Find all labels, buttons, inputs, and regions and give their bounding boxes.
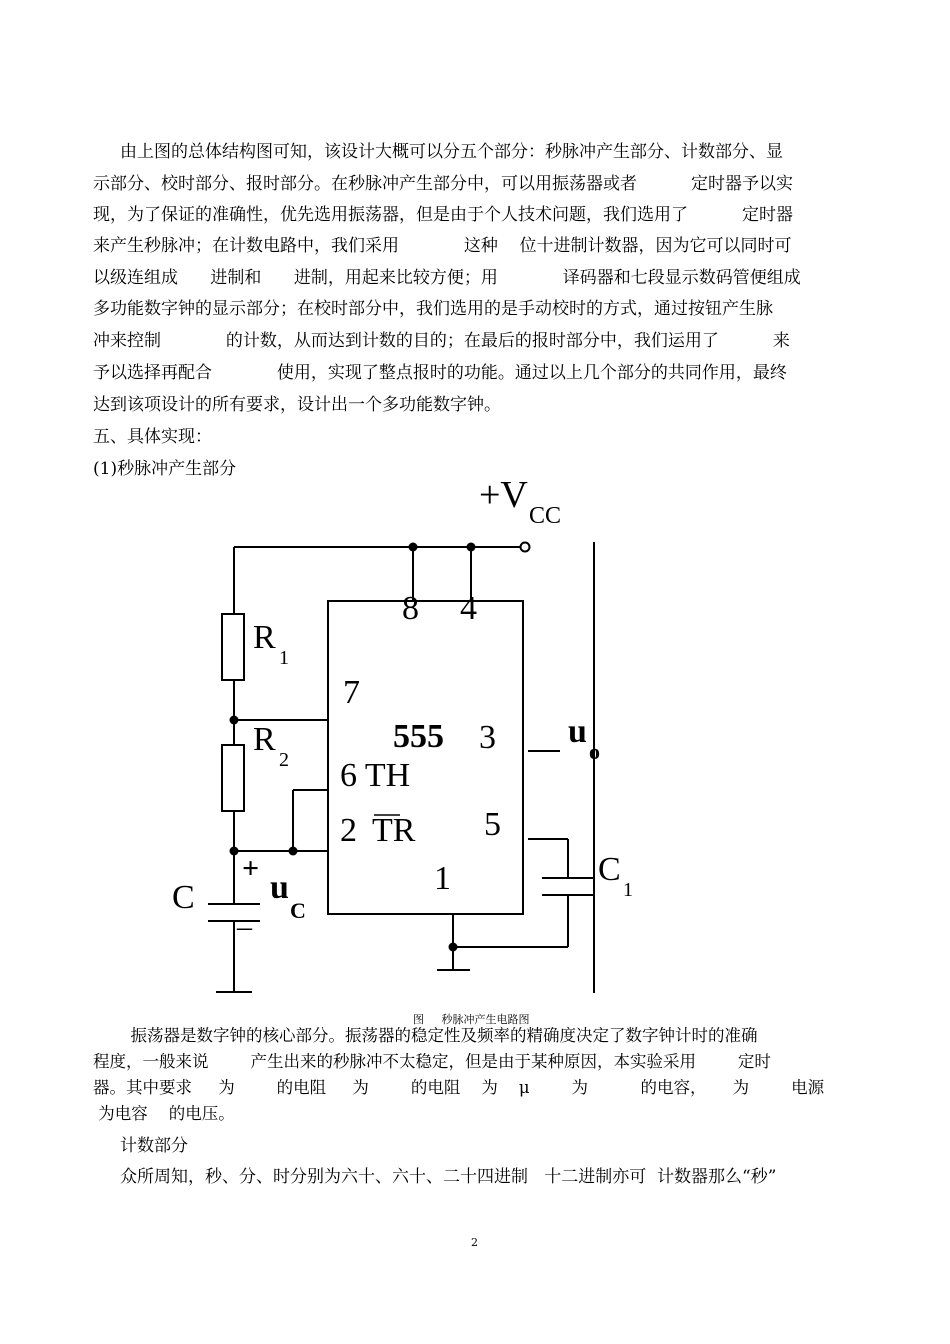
junction-r1-r2 bbox=[230, 716, 239, 725]
resistor-r2 bbox=[222, 745, 244, 811]
para1-line-4: 来产生秒脉冲；在计数电路中，我们采用 这种 位十进制计数器，因为它可以同时可 bbox=[93, 236, 792, 256]
figure-caption: 图 秒脉冲产生电路图 bbox=[413, 1013, 530, 1026]
r1-label: R bbox=[253, 619, 276, 656]
junction-ground bbox=[449, 943, 458, 952]
para2-line-3: 器。其中要求 为 的电阻 为 的电阻 为 μ 为 的电容， 为 电源 bbox=[93, 1078, 825, 1097]
chip-label: 555 bbox=[393, 718, 444, 755]
para2-line-1: 振荡器是数字钟的核心部分。振荡器的稳定性及频率的精确度决定了数字钟计时的准确 bbox=[120, 1026, 758, 1045]
pin2-name: TR bbox=[372, 812, 416, 849]
pin6-label: 6 TH bbox=[340, 757, 411, 794]
r2-subscript: 2 bbox=[279, 749, 289, 771]
pin3-label: 3 bbox=[479, 719, 496, 756]
para1-line-8: 予以选择再配合 使用，实现了整点报时的功能。通过以上几个部分的共同作用，最终 bbox=[93, 363, 787, 383]
pin8-label: 8 bbox=[402, 590, 419, 627]
r2-label: R bbox=[253, 721, 276, 758]
vcc-terminal bbox=[521, 543, 530, 552]
r1-subscript: 1 bbox=[279, 647, 289, 669]
section-heading-count: 计数部分 bbox=[120, 1136, 188, 1156]
para2-line-4: 为电容 的电压。 bbox=[93, 1104, 235, 1123]
para3-line-1: 众所周知，秒、分、时分别为六十、六十、二十四进制 十二进制亦可 计数器那么“秒” bbox=[120, 1167, 777, 1187]
uc-label: u bbox=[270, 869, 289, 906]
subsection-heading-pulse: (1)秒脉冲产生部分 bbox=[93, 459, 237, 479]
resistor-r1 bbox=[222, 614, 244, 680]
c1-subscript: 1 bbox=[623, 879, 633, 901]
para1-line-3: 现，为了保证的准确性，优先选用振荡器，但是由于个人技术问题，我们选用了 定时器 bbox=[93, 205, 794, 225]
junction-pin6-2 bbox=[289, 847, 298, 856]
para1-line-7: 冲来控制 的计数，从而达到计数的目的；在最后的报时部分中，我们运用了 来 bbox=[93, 331, 790, 351]
uo-subscript: o bbox=[589, 739, 600, 764]
section-heading-5: 五、具体实现： bbox=[93, 427, 212, 447]
para1-line-1: 由上图的总体结构图可知，该设计大概可以分五个部分：秒脉冲产生部分、计数部分、显 bbox=[120, 142, 783, 162]
uc-minus: – bbox=[237, 910, 252, 943]
para2-line-2: 程度，一般来说 产生出来的秒脉冲不太稳定，但是由于某种原因，本实验采用 定时 bbox=[93, 1052, 771, 1071]
para1-line-6: 多功能数字钟的显示部分；在校时部分中，我们选用的是手动校时的方式，通过按钮产生脉 bbox=[93, 299, 773, 319]
c1-label: C bbox=[598, 851, 621, 888]
uo-label: u bbox=[568, 713, 587, 750]
pin2-number: 2 bbox=[340, 812, 357, 849]
page-number: 2 bbox=[471, 1236, 478, 1249]
pin5-label: 5 bbox=[484, 806, 501, 843]
vcc-subscript: CC bbox=[529, 503, 562, 529]
pin1-label: 1 bbox=[434, 860, 451, 897]
vcc-label: +V bbox=[479, 474, 528, 516]
c-label: C bbox=[172, 879, 195, 916]
junction-cap-left bbox=[230, 847, 239, 856]
uc-plus: + bbox=[242, 852, 260, 885]
para1-line-2: 示部分、校时部分、报时部分。在秒脉冲产生部分中，可以用振荡器或者 定时器予以实 bbox=[93, 174, 794, 194]
para1-line-5: 以级连组成 进制和 进制，用起来比较方便；用 译码器和七段显示数码管便组成 bbox=[93, 268, 801, 288]
para1-line-9: 达到该项设计的所有要求，设计出一个多功能数字钟。 bbox=[93, 395, 501, 415]
junction-pin8 bbox=[409, 543, 418, 552]
pin7-label: 7 bbox=[343, 674, 360, 711]
uc-subscript: C bbox=[290, 898, 306, 923]
junction-pin4 bbox=[467, 543, 476, 552]
pin4-label: 4 bbox=[460, 590, 477, 627]
